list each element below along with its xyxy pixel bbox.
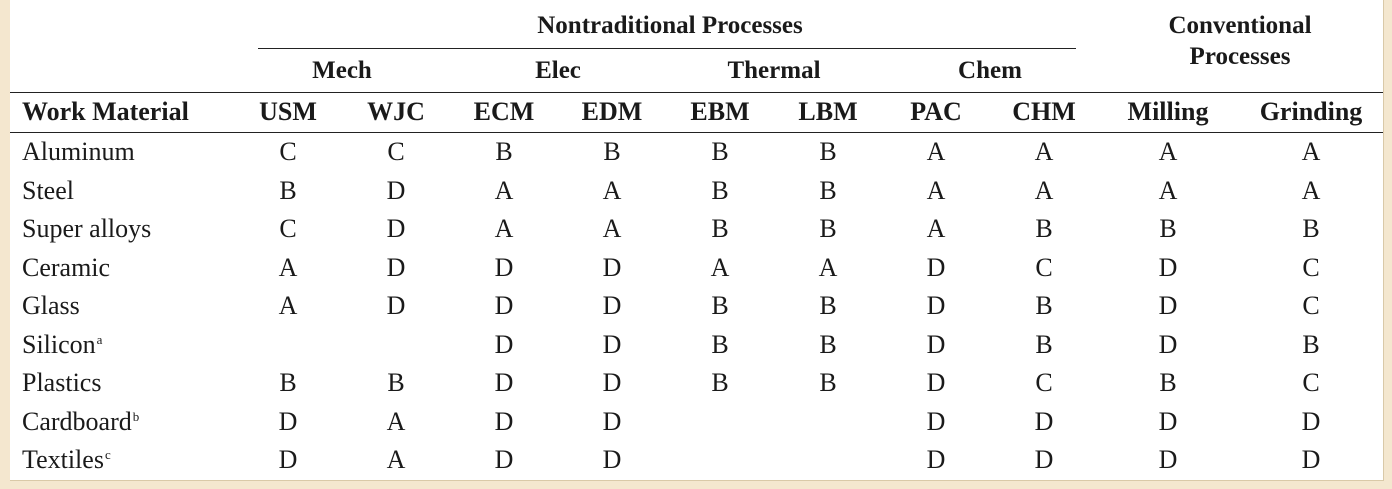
table-cell: B: [1302, 214, 1320, 243]
group-chem: Chem: [958, 57, 1022, 84]
material-name: Plastics: [22, 368, 102, 397]
material-name: Steel: [22, 175, 74, 205]
table-cell: D: [926, 252, 946, 282]
conventional-header-line1: Conventional: [1168, 12, 1312, 39]
table-cell: D: [494, 368, 514, 397]
table-cell: D: [602, 445, 622, 474]
column-header-chm: CHM: [1012, 97, 1076, 126]
table-cell: A: [494, 175, 514, 205]
column-header-pac: PAC: [910, 97, 962, 126]
material-name: Ceramic: [22, 252, 111, 282]
table-cell: A: [386, 445, 406, 474]
group-thermal: Thermal: [727, 57, 821, 84]
table-cell: B: [1035, 291, 1053, 320]
table-cell: C: [387, 137, 405, 166]
table-cell: D: [602, 329, 622, 359]
row-label: [22, 253, 110, 283]
material-name: Textiles: [22, 445, 104, 474]
table-cell: B: [819, 291, 837, 320]
row-label: [22, 407, 139, 437]
table-cell: B: [1159, 368, 1177, 397]
material-name: Silicon: [22, 329, 96, 359]
material-name: Cardboard: [22, 406, 132, 436]
column-header-lbm: LBM: [798, 97, 858, 126]
table-cell: A: [602, 214, 622, 243]
table-cell: D: [278, 406, 298, 436]
table-cell: B: [1035, 214, 1053, 243]
material-name: Glass: [22, 291, 80, 320]
table-cell: C: [1035, 368, 1053, 397]
column-header-usm: USM: [259, 97, 317, 126]
header-top-rule: [10, 92, 1383, 93]
table-cell: B: [711, 137, 729, 166]
table-cell: D: [926, 406, 946, 436]
table-cell: A: [602, 175, 622, 205]
table-frame: [10, 0, 1384, 481]
table-cell: C: [279, 214, 297, 243]
table-cell: D: [1158, 252, 1178, 282]
table-cell: B: [279, 175, 297, 205]
table-cell: B: [819, 137, 837, 166]
table-cell: B: [387, 368, 405, 397]
table-cell: A: [818, 252, 838, 282]
table-cell: D: [386, 175, 406, 205]
table-cell: B: [495, 137, 513, 166]
table-cell: B: [819, 214, 837, 243]
row-label: [22, 445, 111, 475]
table-cell: D: [1034, 406, 1054, 436]
table-cell: A: [1301, 137, 1321, 166]
table-cell: B: [1159, 214, 1177, 243]
table-cell: D: [602, 406, 622, 436]
table-cell: B: [819, 329, 837, 359]
table-cell: D: [1034, 445, 1054, 474]
table-cell: B: [711, 175, 729, 205]
footnote-marker: b: [132, 408, 140, 424]
table-cell: D: [1158, 406, 1178, 436]
table-cell: A: [926, 175, 946, 205]
table-cell: A: [1158, 175, 1178, 205]
column-header-grinding: Grinding: [1259, 97, 1363, 126]
row-label: [22, 368, 101, 398]
table-cell: A: [926, 137, 946, 166]
table-cell: A: [1301, 175, 1321, 205]
row-label: [22, 291, 80, 321]
column-header-ecm: ECM: [473, 97, 535, 126]
group-mech: Mech: [312, 57, 372, 84]
table-cell: D: [926, 329, 946, 359]
table-cell: B: [711, 329, 729, 359]
table-cell: D: [1158, 445, 1178, 474]
table-cell: D: [1301, 445, 1321, 474]
column-header-wjc: WJC: [367, 97, 425, 126]
column-header-ebm: EBM: [690, 97, 750, 126]
table-cell: B: [711, 368, 729, 397]
table-cell: D: [386, 252, 406, 282]
table-cell: B: [819, 368, 837, 397]
table-cell: D: [1301, 406, 1321, 436]
table-cell: D: [926, 291, 946, 320]
header-bottom-rule: [10, 132, 1383, 133]
table-cell: D: [494, 445, 514, 474]
column-header-edm: EDM: [581, 97, 643, 126]
table-cell: D: [494, 252, 514, 282]
table-cell: B: [711, 291, 729, 320]
table-cell: B: [1302, 329, 1320, 359]
table-cell: C: [1302, 291, 1320, 320]
table-cell: C: [1302, 252, 1320, 282]
table-cell: B: [1035, 329, 1053, 359]
table-cell: D: [494, 329, 514, 359]
footnote-marker: c: [104, 447, 111, 462]
table-cell: D: [494, 291, 514, 320]
header-work-material: Work Material: [22, 97, 189, 126]
row-label: [22, 176, 74, 206]
conventional-header-line2: Processes: [1189, 43, 1291, 70]
table-cell: D: [1158, 329, 1178, 359]
table-cell: A: [386, 406, 406, 436]
table-cell: D: [602, 252, 622, 282]
table-cell: A: [1034, 137, 1054, 166]
table-cell: A: [278, 291, 298, 320]
table-cell: A: [1034, 175, 1054, 205]
material-name: Aluminum: [22, 137, 135, 166]
table-cell: B: [279, 368, 297, 397]
nontraditional-header: Nontraditional Processes: [537, 12, 803, 39]
table-cell: D: [494, 406, 514, 436]
table-cell: A: [1158, 137, 1178, 166]
table-cell: C: [1035, 252, 1053, 282]
table-cell: B: [819, 175, 837, 205]
row-label: [22, 214, 151, 244]
group-elec: Elec: [535, 57, 581, 84]
table-cell: D: [386, 291, 406, 320]
table-cell: A: [710, 252, 730, 282]
row-label: [22, 137, 135, 167]
table-cell: D: [602, 368, 622, 397]
table-cell: D: [386, 214, 406, 243]
table-cell: B: [711, 214, 729, 243]
nontraditional-rule: [258, 48, 1076, 49]
table-cell: A: [278, 252, 298, 282]
table-cell: D: [278, 445, 298, 474]
table-cell: B: [603, 137, 621, 166]
table-cell: D: [1158, 291, 1178, 320]
table-cell: D: [602, 291, 622, 320]
table-cell: A: [926, 214, 946, 243]
row-label: [22, 330, 102, 360]
table-cell: C: [1302, 368, 1320, 397]
table-cell: C: [279, 137, 297, 166]
table-cell: D: [926, 445, 946, 474]
table-cell: D: [926, 368, 946, 397]
table-cell: A: [494, 214, 514, 243]
column-header-milling: Milling: [1127, 97, 1209, 126]
material-name: Super alloys: [22, 214, 152, 243]
footnote-marker: a: [96, 331, 103, 347]
